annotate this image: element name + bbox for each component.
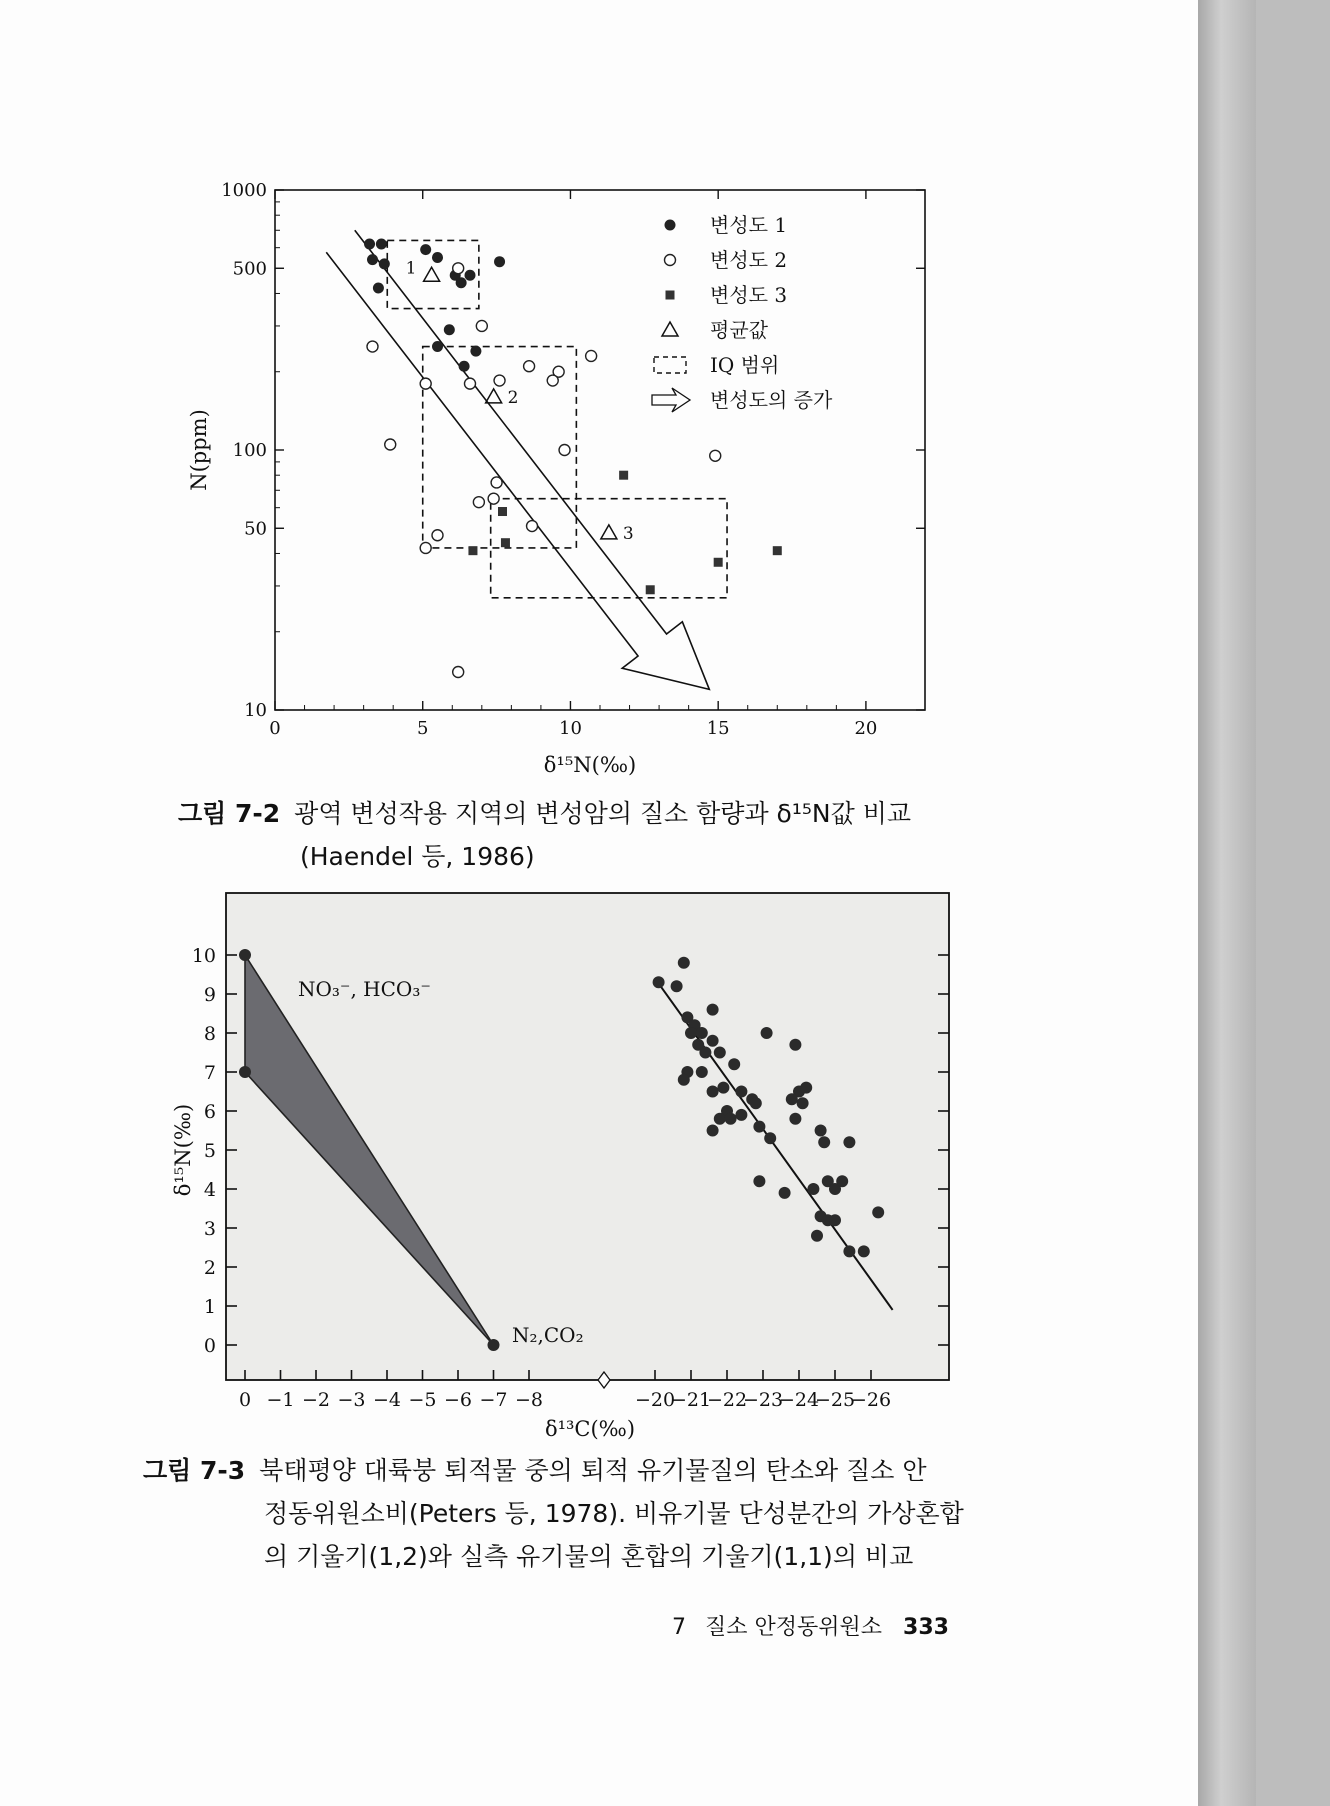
y-tick-label: 10	[191, 945, 216, 967]
point-grade1	[470, 346, 481, 357]
x-tick-label: −20	[634, 1389, 676, 1411]
y-tick-label: 6	[203, 1101, 216, 1123]
page-number: 333	[903, 1615, 949, 1640]
x-tick-label: −24	[778, 1389, 820, 1411]
caption-text-line3: 의 기울기(1,2)와 실측 유기물의 혼합의 기울기(1,1)의 비교	[264, 1542, 914, 1571]
legend-label: 변성도의 증가	[710, 388, 833, 412]
x-axis-label: δ¹³C(‰)	[544, 1417, 636, 1441]
sample-point	[696, 1066, 708, 1078]
y-tick-label: 50	[244, 518, 267, 540]
mean-label: 1	[405, 258, 417, 279]
figure-7-3-caption-line2	[264, 1493, 964, 1535]
figure-7-3-caption-line3	[264, 1536, 913, 1578]
sample-point	[807, 1183, 819, 1195]
x-tick-label: −23	[742, 1389, 784, 1411]
sample-point	[707, 1004, 719, 1016]
y-tick-label: 10	[244, 700, 267, 721]
x-tick-label: 5	[417, 718, 429, 739]
point-grade2	[420, 378, 431, 389]
figure-7-2-chart	[150, 170, 940, 780]
sample-point	[829, 1214, 841, 1226]
point-mean	[601, 525, 617, 539]
sample-point	[678, 1074, 690, 1086]
x-tick-label: −25	[814, 1389, 856, 1411]
arrow-outline	[326, 230, 709, 689]
point-grade3	[619, 471, 628, 480]
point-grade1	[379, 258, 390, 269]
point-grade1	[420, 244, 431, 255]
sample-point	[735, 1086, 747, 1098]
point-grade3	[714, 558, 723, 567]
point-grade2	[473, 497, 484, 508]
mean-label: 2	[507, 387, 519, 408]
point-grade2	[453, 263, 464, 274]
plot-frame	[275, 190, 925, 710]
x-tick-label: −4	[372, 1389, 402, 1411]
point-grade2	[491, 477, 502, 488]
point-grade2	[453, 667, 464, 678]
increase-arrow	[326, 230, 709, 689]
caption-number: 그림 7-3	[143, 1456, 246, 1485]
caption-number: 그림 7-2	[178, 799, 281, 828]
endmember-point	[239, 949, 251, 961]
y-tick-label: 3	[203, 1218, 216, 1240]
legend-label: 변성도 2	[710, 248, 788, 272]
y-tick-label: 1	[203, 1296, 216, 1318]
x-tick-label: −6	[443, 1389, 473, 1411]
sample-point	[818, 1136, 830, 1148]
x-tick-label: −7	[479, 1389, 508, 1411]
legend	[652, 213, 833, 412]
legend-marker-iq	[654, 357, 686, 373]
sample-point	[678, 957, 690, 969]
y-tick-label: 0	[203, 1335, 216, 1357]
sample-point	[789, 1039, 801, 1051]
sample-point	[872, 1206, 884, 1218]
legend-marker-grade1	[665, 220, 676, 231]
point-grade1	[364, 238, 375, 249]
legend-marker-grade3	[666, 291, 675, 300]
sample-point	[735, 1109, 747, 1121]
x-tick-label: −8	[514, 1389, 544, 1411]
sample-point	[717, 1082, 729, 1094]
sample-point	[707, 1035, 719, 1047]
figure-7-2-caption	[178, 793, 911, 835]
sample-point	[764, 1132, 776, 1144]
sample-point	[696, 1027, 708, 1039]
sample-point	[843, 1245, 855, 1257]
figure-7-3-caption	[143, 1450, 927, 1492]
sample-point	[761, 1027, 773, 1039]
point-grade3	[773, 546, 782, 555]
point-grade2	[465, 378, 476, 389]
y-tick-label: 5	[203, 1140, 216, 1162]
point-grade2	[488, 493, 499, 504]
sample-point	[707, 1086, 719, 1098]
legend-label: 변성도 1	[710, 213, 788, 237]
iq-box	[491, 499, 727, 598]
x-tick-label: 15	[706, 718, 730, 739]
legend-marker-grade2	[665, 255, 676, 266]
point-grade2	[710, 450, 721, 461]
point-mean	[424, 267, 440, 281]
sample-point	[789, 1113, 801, 1125]
sample-point	[753, 1175, 765, 1187]
legend-marker-mean	[662, 322, 678, 336]
sample-point	[800, 1082, 812, 1094]
sample-point	[685, 1027, 697, 1039]
sample-point	[836, 1175, 848, 1187]
sample-point	[699, 1047, 711, 1059]
sample-point	[858, 1245, 870, 1257]
chapter-number: 7	[672, 1615, 686, 1640]
y-axis-label: δ¹⁵N(‰)	[171, 1103, 195, 1197]
x-tick-label: 0	[269, 718, 281, 739]
point-grade1	[494, 256, 505, 267]
sample-point	[653, 976, 665, 988]
point-grade2	[547, 375, 558, 386]
point-grade2	[367, 341, 378, 352]
legend-label: 변성도 3	[710, 283, 788, 307]
sample-point	[811, 1230, 823, 1242]
point-grade2	[494, 375, 505, 386]
page-footer	[672, 1610, 949, 1641]
endmember-point	[488, 1339, 500, 1351]
y-tick-label: 4	[203, 1179, 216, 1201]
x-tick-label: −22	[706, 1389, 748, 1411]
figure-7-3-chart	[150, 890, 960, 1450]
page-stack-edge	[1198, 0, 1256, 1806]
sample-point	[728, 1058, 740, 1070]
y-tick-label: 100	[232, 440, 267, 461]
point-grade1	[432, 252, 443, 263]
sample-point	[786, 1093, 798, 1105]
sample-point	[671, 980, 683, 992]
point-grade2	[420, 542, 431, 553]
point-grade3	[501, 538, 510, 547]
x-tick-label: −1	[266, 1389, 295, 1411]
endmember-label-no3-hco3: NO₃⁻, HCO₃⁻	[298, 977, 431, 1001]
endmember-label-n2-co2: N₂,CO₂	[512, 1323, 584, 1347]
point-grade1	[444, 324, 455, 335]
chapter-title: 질소 안정동위원소	[705, 1615, 883, 1640]
x-axis-label: δ¹⁵N(‰)	[543, 753, 637, 777]
sample-point	[714, 1047, 726, 1059]
point-grade1	[373, 282, 384, 293]
caption-text: 광역 변성작용 지역의 변성암의 질소 함량과 δ¹⁵N값 비교	[294, 799, 911, 828]
point-grade1	[459, 361, 470, 372]
y-tick-label: 9	[203, 984, 216, 1006]
point-grade1	[465, 270, 476, 281]
y-tick-label: 7	[203, 1062, 216, 1084]
sample-point	[815, 1125, 827, 1137]
figure-7-2-caption-source	[300, 836, 535, 878]
y-tick-label: 500	[232, 258, 267, 280]
point-grade1	[367, 254, 378, 265]
y-tick-label: 8	[203, 1023, 216, 1045]
mean-label: 3	[622, 523, 634, 544]
sample-point	[753, 1121, 765, 1133]
point-grade2	[524, 361, 535, 372]
point-grade1	[376, 238, 387, 249]
legend-marker-arrow	[652, 388, 690, 412]
legend-label: 평균값	[710, 318, 768, 342]
caption-text-line1: 북태평양 대륙붕 퇴적물 중의 퇴적 유기물질의 탄소와 질소 안	[259, 1456, 927, 1485]
x-tick-label: −21	[670, 1389, 712, 1411]
sample-point	[707, 1125, 719, 1137]
caption-source: (Haendel 등, 1986)	[300, 842, 535, 871]
x-tick-label: −26	[850, 1389, 892, 1411]
sample-point	[725, 1113, 737, 1125]
x-tick-label: 10	[559, 718, 582, 739]
point-grade3	[646, 585, 655, 594]
x-tick-label: 20	[854, 718, 878, 739]
sample-point	[779, 1187, 791, 1199]
legend-label: IQ 범위	[710, 353, 780, 377]
point-grade3	[468, 546, 477, 555]
point-grade2	[476, 320, 487, 331]
x-tick-label: −2	[301, 1389, 331, 1411]
point-grade2	[432, 530, 443, 541]
sample-point	[797, 1097, 809, 1109]
point-grade2	[586, 350, 597, 361]
sample-point	[750, 1097, 762, 1109]
x-tick-label: −5	[408, 1389, 437, 1411]
caption-text-line2: 정동위원소비(Peters 등, 1978). 비유기물 단성분간의 가상혼합	[264, 1499, 964, 1528]
point-grade2	[527, 521, 538, 532]
endmember-point	[239, 1066, 251, 1078]
y-axis-label: N(ppm)	[187, 409, 211, 491]
x-tick-label: 0	[238, 1389, 252, 1411]
sample-point	[714, 1113, 726, 1125]
point-grade1	[432, 341, 443, 352]
y-tick-label: 2	[203, 1257, 216, 1279]
y-tick-label: 1000	[221, 180, 267, 201]
point-grade3	[498, 507, 507, 516]
x-tick-label: −3	[337, 1389, 366, 1411]
point-grade2	[559, 445, 570, 456]
point-grade2	[385, 439, 396, 450]
sample-point	[843, 1136, 855, 1148]
point-mean	[486, 389, 502, 403]
